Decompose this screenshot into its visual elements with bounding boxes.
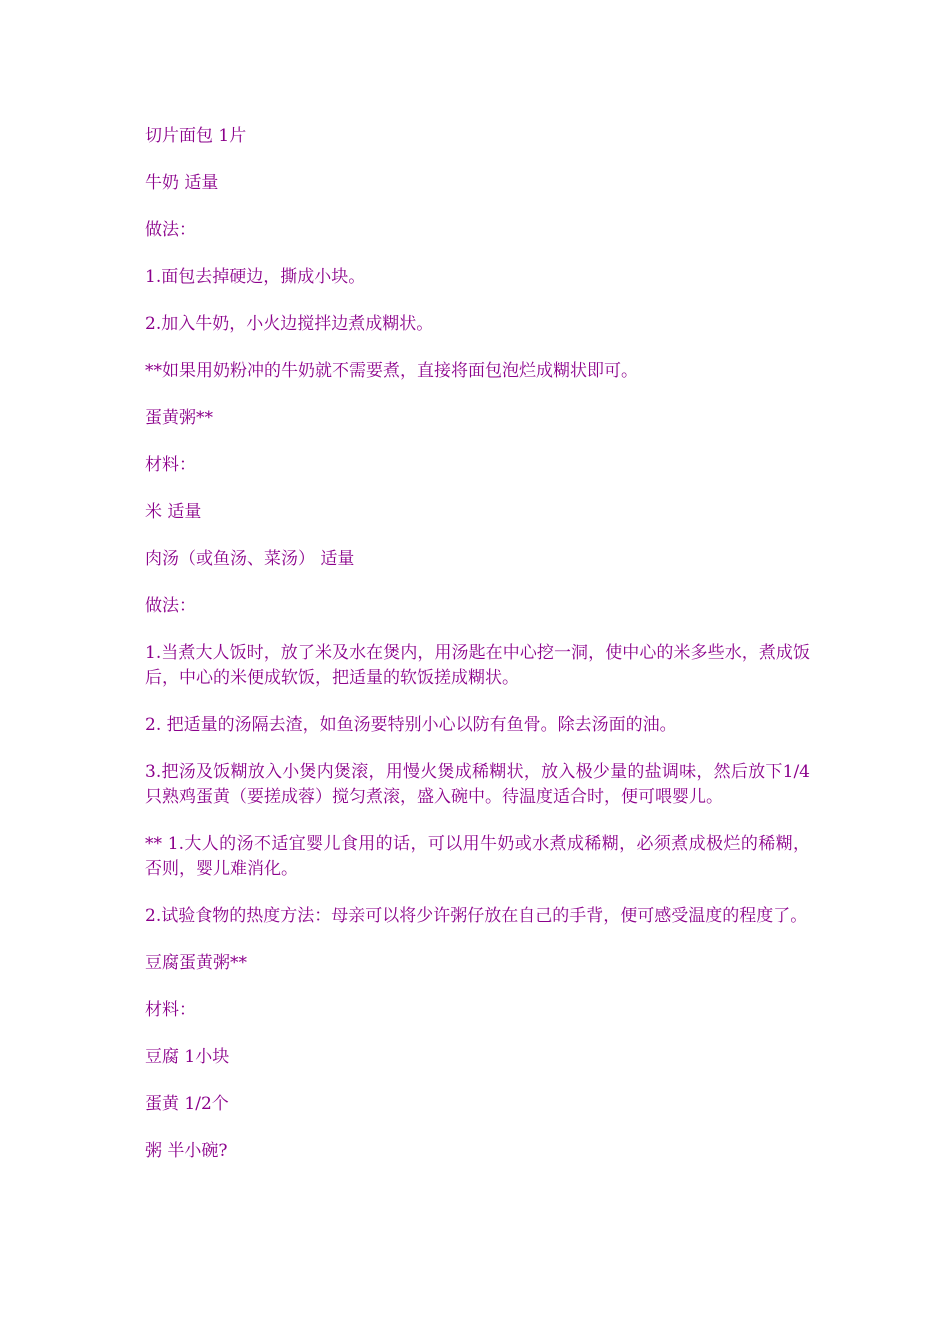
ingredient-broth: 肉汤（或鱼汤、菜汤） 适量 — [145, 549, 355, 569]
note-2: 2.试验食物的热度方法：母亲可以将少许粥仔放在自己的手背，便可感受温度的程度了。 — [145, 906, 808, 926]
ingredient-rice: 米 适量 — [145, 502, 202, 522]
ingredient-tofu: 豆腐 1小块 — [145, 1047, 230, 1067]
note-milk-powder: **如果用奶粉冲的牛奶就不需要煮，直接将面包泡烂成糊状即可。 — [145, 361, 638, 381]
note-1: ** 1.大人的汤不适宜婴儿食用的话，可以用牛奶或水煮成稀糊，必须煮成极烂的稀糊，否则，婴儿难消化。 — [145, 834, 810, 879]
method-step-1: 1.面包去掉硬边，撕成小块。 — [145, 267, 366, 287]
method-step-2: 2.加入牛奶，小火边搅拌边煮成糊状。 — [145, 314, 434, 334]
materials-heading: 材料： — [145, 455, 196, 475]
method-step-2: 2. 把适量的汤隔去渣，如鱼汤要特别小心以防有鱼骨。除去汤面的油。 — [145, 715, 677, 735]
recipe-title-egg-yolk-porridge: 蛋黄粥** — [145, 408, 213, 428]
method-heading: 做法： — [145, 596, 196, 616]
document-page — [145, 124, 810, 1186]
method-step-1: 1.当煮大人饭时，放了米及水在煲内，用汤匙在中心挖一洞，使中心的米多些水，煮成饭后，中心的米便成软饭，把适量的软饭搓成糊状。 — [145, 643, 810, 688]
method-step-3: 3.把汤及饭糊放入小煲内煲滚，用慢火煲成稀糊状，放入极少量的盐调味，然后放下1/4只熟鸡蛋黄（要搓成蓉）搅匀煮滚，盛入碗中。待温度适合时，便可喂婴儿。 — [145, 762, 810, 807]
method-heading: 做法： — [145, 220, 196, 240]
materials-heading: 材料： — [145, 1000, 196, 1020]
ingredient-egg-yolk: 蛋黄 1/2个 — [145, 1094, 229, 1114]
recipe-title-tofu-egg-yolk-porridge: 豆腐蛋黄粥** — [145, 953, 247, 973]
ingredient-bread: 切片面包 1片 — [145, 126, 247, 146]
ingredient-milk: 牛奶 适量 — [145, 173, 219, 193]
ingredient-porridge: 粥 半小碗? — [145, 1141, 228, 1161]
